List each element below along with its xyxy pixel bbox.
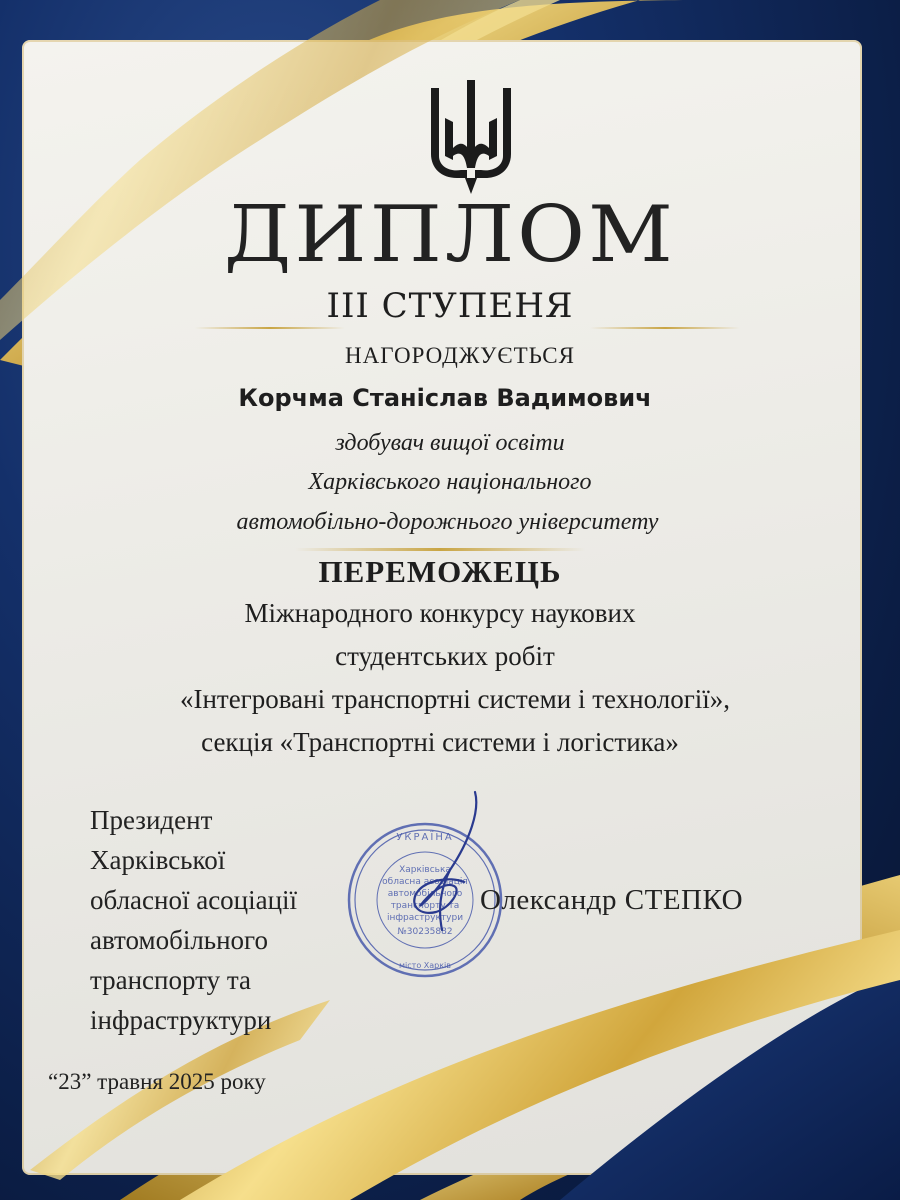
stamp-line: інфраструктури [386, 913, 464, 923]
competition-line: студентських робіт [335, 641, 555, 671]
awarded-to-label: НАГОРОДЖУЄТЬСЯ [345, 343, 575, 368]
diploma-degree: ІІІ СТУПЕНЯ [326, 286, 574, 326]
diploma-title: ДИПЛОМ [224, 190, 676, 280]
signer-title-line: обласної асоціації [90, 885, 298, 915]
competition-line: «Інтегровані транспортні системи і технології», [179, 684, 731, 714]
recipient-name: Корчма Станіслав Вадимович [238, 384, 652, 412]
signer-title-line: автомобільного [90, 925, 268, 955]
recipient-description-line: здобувач вищої освіти [335, 430, 565, 456]
divider-right [590, 327, 740, 329]
stamp-top-text: УКРАЇНА [396, 832, 454, 843]
recipient-description-line: автомобільно-дорожнього університету [236, 509, 659, 535]
recipient-description-line: Харківського національного [308, 469, 592, 495]
competition-line: секція «Транспортні системи і логістика» [201, 727, 679, 757]
competition-line: Міжнародного конкурсу наукових [244, 598, 636, 628]
divider-center [295, 548, 585, 551]
stamp-line: автомобільного [387, 889, 463, 899]
stamp-bottom-text: місто Харків [399, 961, 451, 970]
stamp-line: №30235882 [397, 927, 453, 937]
stamp-line: транспорту та [390, 901, 460, 911]
signer-title-line: інфраструктури [90, 1005, 272, 1035]
issue-date: “23” травня 2025 року [48, 1069, 266, 1094]
signer-title-line: транспорту та [90, 965, 251, 995]
ukrainian-trident-icon [425, 78, 517, 196]
stamp-line: обласна асоціація [382, 877, 468, 887]
signer-name: Олександр СТЕПКО [480, 884, 744, 916]
award-title: ПЕРЕМОЖЕЦЬ [318, 554, 562, 589]
signer-title-line: Президент [90, 805, 213, 835]
stamp-line: Харківська [399, 865, 451, 875]
divider-left [195, 327, 345, 329]
signer-title-line: Харківської [90, 845, 226, 875]
signer-title [90, 800, 297, 1040]
